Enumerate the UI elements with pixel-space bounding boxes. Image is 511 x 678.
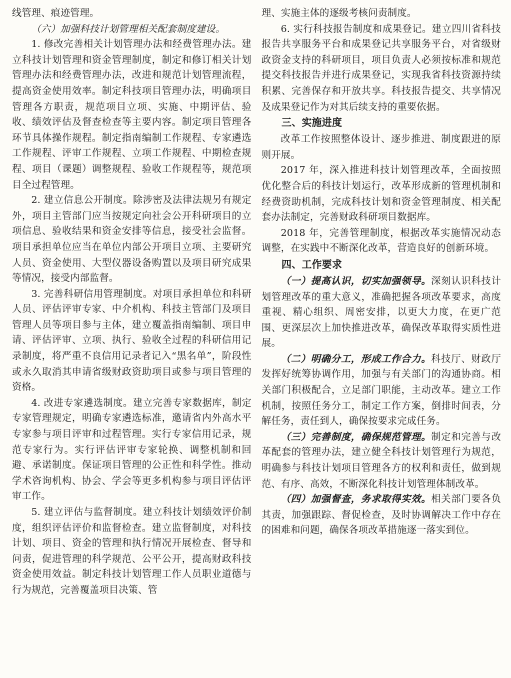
paragraph-item-6: 6. 实行科技报告制度和成果登记。建立四川省科技报告共享服务平台和成果登记共享服务平台，对省级财政资金支持的科研项目，项目负责人必须按标准和规范提交科技报告并进行成果登记，实现我省科技资源持续积累、完善保存和开放共享。科技报告提交、共享情况及成果登记作为对其后续支持的重要依据。	[261, 23, 501, 113]
requirement-4-lead: （四）加强督查，务求取得实效。	[280, 494, 432, 506]
requirement-3-lead: （三）完善制度，确保规范管理。	[280, 431, 432, 443]
section-heading-6: （六）加强科技计划管理相关配套制度建设。	[31, 23, 226, 35]
paragraph-continuation: 线管理、痕迹管理。	[12, 8, 100, 19]
requirement-1-text: 深刻认识科技计划管理改革的重大意义，准确把握各项改革要求，高度重视、精心组织、周密安排，以更大力度，在更广范围、更深层次上加快推进改革，确保改革取得实质性进展。	[261, 275, 502, 350]
section-heading-schedule: 三、实施进度	[281, 118, 343, 130]
schedule-2017: 2017 年，深入推进科技计划管理改革，全面按照优化整合后的科技计划运行，改革形成新的管理机制和经费资助机制，完成科技计划和资金管理制度、相关配套办法制定，完善财政科研项目数据库。	[261, 165, 501, 224]
requirement-2-text: 科技厅、财政厅发挥好统筹协调作用，加强与有关部门的沟通协商。相关部门积极配合，立足部门职能，主动改革。建立工作机制，按照任务分工，制定工作方案，倒排时间表，分解任务，责任到人，确保按要求完成任务。	[261, 353, 502, 428]
schedule-2018: 2018 年，完善管理制度，根据改革实施情况动态调整，在实践中不断深化改革，营造良好的创新环境。	[261, 227, 501, 255]
right-column	[262, 6, 502, 678]
requirement-4-text: 相关部门要各负其责，加强跟踪、督促检查，及时协调解决工作中存在的困难和问题，确保各项改革措施逐一落实到位。	[261, 494, 502, 537]
paragraph-item-3: 3. 完善科研信用管理制度。对项目承担单位和科研人员、评估评审专家、中介机构、科技主管部门及项目管理人员等项目参与主体，建立覆盖指南编制、项目申请、评估评审、立项、执行、验收全过程的科研信用记录制度，将严重不良信用记录者记入“黑名单”，阶段性或永久取消其申请省级财政资助项目或参与项目管理的资格。	[12, 288, 252, 394]
paragraph-item-1: 1. 修改完善相关计划管理办法和经费管理办法。建立科技计划管理和资金管理制度，制定和修订相关计划管理办法和经费管理办法，改进和规范计划管理流程，提高资金使用效率。制定科技项目管理办法，明确项目管理各方职责，规范项目立项、实施、中期评估、验收、绩效评估及督查检查等主要内容。制定项目管理各环节具体操作规程。制定指南编制工作规程、专家遴选工作规程、评审工作规程、立项工作规程、中期检查规程、项目（课题）调整规程、验收工作规程等，规范项目全过程管理。	[12, 39, 252, 191]
requirement-2-lead: （二）明确分工，形成工作合力。	[280, 353, 432, 365]
paragraph-item-4: 4. 改进专家遴选制度。建立完善专家数据库，制定专家管理规定，明确专家遴选标准，邀请省内外高水平专家参与项目评审和过程管理。实行专家信用记录，规范专家行为。实行评估评审专家轮换、调整机制和回避、承诺制度。保证项目管理的公正性和科学性。推动学术咨询机构、协会、学会等更多机构参与项目评估评审工作。	[12, 397, 252, 503]
requirement-3-text: 制定和完善与改革配套的管理办法，建立健全科技计划管理行为规范，明确参与科技计划项目管理各方的权利和责任，做到规范、有序、高效，不断深化科技计划管理体制改革。	[261, 431, 502, 490]
paragraph-item-5: 5. 建立评估与监督制度。建立科技计划绩效评价制度，组织评估评价和监督检查。建立监督制度，对科技计划、项目、资金的管理和执行情况开展检查、督导和问责，促进管理的科学规范、公平公开，提高财政科技资金使用效益。制定科技计划管理工作人员职业道德与行为规范，完善覆盖项目决策、管	[12, 507, 252, 596]
requirement-2	[262, 352, 502, 430]
section-heading-requirements: 四、工作要求	[281, 259, 343, 271]
paragraph-continuation: 理、实施主体的逐级考核问责制度。	[261, 8, 417, 19]
requirement-1	[262, 274, 502, 352]
schedule-principle: 改革工作按照整体设计、逐步推进、制度跟进的原则开展。	[261, 134, 501, 161]
left-column	[12, 6, 252, 678]
requirement-4	[262, 492, 502, 539]
paragraph-item-2: 2. 建立信息公开制度。除涉密及法律法规另有规定外，项目主管部门应当按规定向社会公开科研项目的立项信息、验收结果和资金安排等信息，接受社会监督。项目承担单位应当在单位内部公开项目立项、主要研究人员、资金使用、大型仪器设备购置以及项目研究成果等情况，接受内部监督。	[12, 195, 252, 285]
requirement-3	[262, 430, 502, 492]
requirement-1-lead: （一）提高认识，切实加强领导。	[280, 275, 432, 287]
